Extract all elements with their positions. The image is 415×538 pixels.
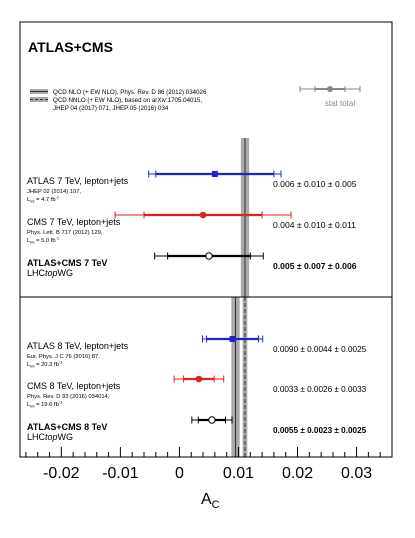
error-key-label: stat total [324, 99, 356, 108]
measurement-label-2: ATLAS+CMS 7 TeV [27, 258, 108, 268]
lumi-subscript-4: int [30, 403, 35, 409]
measurement-lumi-4 [27, 400, 63, 409]
measurement-label-5: ATLAS+CMS 8 TeV [27, 422, 108, 432]
measurement-lumi-0 [27, 195, 60, 204]
result-value-4: 0.0033 ± 0.0026 ± 0.0033 [273, 385, 367, 394]
lumi-subscript-3: int [30, 363, 35, 369]
lumi-value-4: = 19.6 fb [34, 402, 59, 408]
x-tick-label-1: -0.01 [102, 465, 139, 482]
lumi-subscript-1: int [30, 239, 35, 245]
result-value-2: 0.005 ± 0.007 ± 0.006 [273, 261, 357, 271]
collab-label-2 [27, 268, 73, 278]
collab-label-post-5: WG [57, 432, 74, 442]
lumi-subscript-0: int [30, 198, 35, 204]
marker-circle-1 [200, 212, 207, 219]
measurement-label-3: ATLAS 8 TeV, lepton+jets [27, 341, 129, 351]
marker-circle-4 [196, 376, 203, 383]
lumi-symbol-4: L [27, 402, 31, 408]
result-value-5: 0.0055 ± 0.0023 ± 0.0025 [273, 426, 367, 435]
x-tick-label-4: 0.02 [281, 465, 314, 482]
lumi-value-3: = 20.3 fb [34, 362, 59, 368]
measurement-ref-4: Phys. Rev. D 93 (2016) 034014, [27, 394, 110, 400]
measurement-ref-0: JHEP 02 (2014) 107, [27, 189, 82, 195]
measurement-lumi-1 [27, 236, 60, 245]
x-tick-label-0: -0.02 [43, 465, 80, 482]
lumi-symbol-3: L [27, 362, 31, 368]
error-key-marker [327, 86, 333, 92]
result-value-3: 0.0090 ± 0.0044 ± 0.0025 [273, 345, 367, 354]
measurement-label-1: CMS 7 TeV, lepton+jets [27, 217, 121, 227]
result-value-1: 0.004 ± 0.010 ± 0.011 [273, 220, 356, 230]
lumi-symbol-1: L [27, 238, 31, 244]
collab-label-pre-2: LHC [27, 268, 46, 278]
legend [30, 86, 360, 112]
marker-open-circle-2 [206, 253, 212, 259]
result-value-0: 0.006 ± 0.010 ± 0.005 [273, 179, 357, 189]
legend-entry-nnlo-line1: QCD NNLO (+ EW NLO), based on arXiv:1705.04015, [53, 97, 203, 104]
lumi-exponent-1: -1 [55, 235, 60, 241]
x-tick-label-5: 0.03 [341, 465, 373, 482]
measurement-ref-3: Eur. Phys. J C 76 (2016) 87, [27, 354, 100, 360]
measurement-label-4: CMS 8 TeV, lepton+jets [27, 381, 121, 391]
lumi-symbol-0: L [27, 197, 31, 203]
lumi-exponent-0: -1 [55, 194, 60, 200]
marker-open-circle-5 [209, 417, 215, 423]
lumi-exponent-4: -1 [58, 399, 63, 405]
x-axis-label-subscript: C [211, 499, 220, 511]
lumi-value-1: = 5.0 fb [34, 238, 56, 244]
collab-label-post-2: WG [57, 268, 74, 278]
lumi-value-0: = 4.7 fb [34, 197, 56, 203]
legend-entry-nnlo-line2: JHEP 04 (2017) 071, JHEP 05 (2016) 034 [53, 105, 169, 112]
measurement-lumi-3 [27, 360, 63, 369]
collab-label-italic-5: top [45, 432, 58, 442]
marker-square-3 [230, 336, 236, 342]
collab-label-pre-5: LHC [27, 432, 46, 442]
measurement-label-0: ATLAS 7 TeV, lepton+jets [27, 176, 129, 186]
legend-entry-nlo: QCD NLO (+ EW NLO), Phys. Rev. D 86 (2012) 034026 [53, 89, 207, 96]
collab-label-italic-2: top [45, 268, 58, 278]
x-axis-label-main: A [201, 491, 212, 508]
x-axis [26, 447, 392, 482]
marker-square-0 [212, 171, 218, 177]
x-tick-label-3: 0.01 [222, 465, 255, 482]
lumi-exponent-3: -1 [58, 359, 63, 365]
x-axis-label [201, 491, 220, 511]
error-key [300, 86, 360, 108]
measurement-ref-1: Phys. Lett. B 717 (2012) 129, [27, 230, 103, 236]
collab-label-5 [27, 432, 73, 442]
chart-title: ATLAS+CMS [28, 39, 113, 55]
x-tick-label-2: 0 [174, 465, 184, 482]
